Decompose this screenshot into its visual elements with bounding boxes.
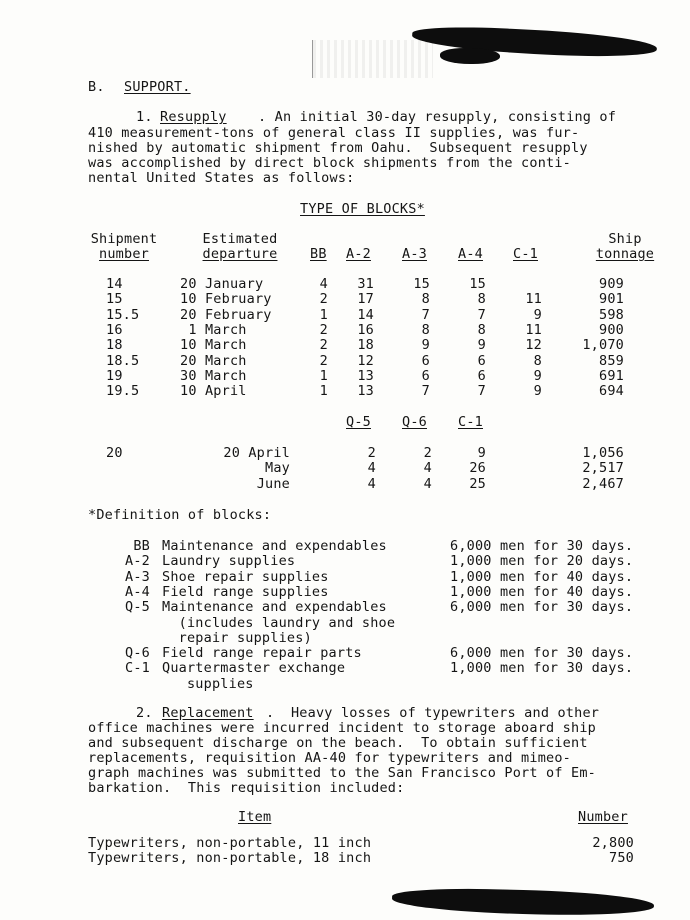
shipment-number: 19 [106,367,123,384]
departure-date: 20 February [180,306,272,323]
q5-count: 4 [367,460,376,477]
ship-tonnage: 901 [599,291,624,308]
bb-count: 2 [319,291,328,308]
bb-count: 2 [319,337,328,354]
departure-date: 10 February [180,291,272,308]
definition-code: BB [133,538,150,554]
definition-code: Q-5 [125,599,150,616]
ship-tonnage: 694 [599,383,624,400]
ship-tonnage: 1,056 [582,445,624,461]
a3-count: 6 [421,352,430,369]
header-shipment-number: number [99,246,149,262]
c1-count: 9 [533,367,542,384]
para1-title: Resupply [160,109,227,125]
definition-code: A-2 [125,553,150,570]
c1-count: 9 [477,445,486,461]
a3-count: 7 [421,383,430,400]
a2-count: 13 [357,383,374,400]
item-row-number: 2,800 [592,835,634,851]
a2-count: 18 [357,337,374,354]
header-q5: Q-5 [346,414,371,430]
header-q6: Q-6 [402,414,427,430]
ship-tonnage: 1,070 [582,337,624,354]
para1-line: was accomplished by direct block shipments from the conti- [88,155,572,171]
q5-count: 4 [367,475,376,492]
bb-count: 2 [319,321,328,338]
a4-count: 7 [477,306,486,323]
a3-count: 8 [421,291,430,308]
bb-count: 4 [319,276,328,292]
definition-description: Maintenance and expendables [162,599,387,616]
shipment-number: 15.5 [106,306,140,323]
definition-description: Shoe repair supplies [162,568,329,585]
a2-count: 13 [357,367,374,384]
header-bb: BB [310,246,327,262]
para2-line: . Heavy losses of typewriters and other [266,705,600,721]
ship-tonnage: 909 [599,276,624,292]
definition-description: (includes laundry and shoe [162,614,396,631]
classification-stamp [312,40,433,78]
ship-tonnage: 598 [599,306,624,323]
definition-description: Quartermaster exchange [162,660,346,677]
section-title: SUPPORT. [124,79,191,95]
para2-number: 2. [136,705,153,721]
item-row-number: 750 [609,850,634,866]
departure-date: May [265,460,290,477]
c1-count: 11 [525,321,542,338]
departure-date: 1 March [180,321,247,338]
shipment-number: 18.5 [106,352,140,369]
definition-description: Laundry supplies [162,553,296,570]
item-header: Item [238,809,272,825]
a3-count: 8 [421,321,430,338]
header-shipment: Shipment [90,231,158,247]
ship-tonnage: 691 [599,367,624,384]
definition-coverage: 1,000 men for 30 days. [450,660,634,677]
para2-line: graph machines was submitted to the San Francisco Port of Em- [88,765,596,781]
definition-coverage: 6,000 men for 30 days. [450,538,634,554]
c1-count: 25 [469,475,486,492]
section-letter: B. [88,79,105,95]
a4-count: 6 [477,367,486,384]
bb-count: 1 [319,383,328,400]
departure-date: 20 January [180,276,264,292]
header-a2: A-2 [346,246,371,262]
blocks-table-title: TYPE OF BLOCKS* [300,201,425,217]
departure-date: 20 March [180,352,247,369]
para1-line: 410 measurement-tons of general class II supplies, was fur- [88,125,580,141]
definition-description: Maintenance and expendables [162,538,387,554]
c1-count: 26 [469,460,486,477]
header-a3: A-3 [402,246,427,262]
q6-count: 4 [423,475,432,492]
para1-line: nished by automatic shipment from Oahu. Subsequent resupply [88,140,588,156]
definition-description: Field range supplies [162,583,329,600]
definition-code: C-1 [125,660,150,677]
header-c1: C-1 [513,246,538,262]
a3-count: 9 [421,337,430,354]
definition-description: Field range repair parts [162,645,362,662]
a2-count: 12 [357,352,374,369]
a3-count: 7 [421,306,430,323]
definition-description: repair supplies) [162,629,312,646]
c1-count: 9 [533,383,542,400]
shipment-number: 20 [106,445,123,461]
ship-tonnage: 859 [599,352,624,369]
para2-line: and subsequent discharge on the beach. To obtain sufficient [88,735,588,751]
top-redaction-smudge [440,48,500,64]
c1-count: 9 [533,306,542,323]
a2-count: 31 [357,276,374,292]
departure-date: June [256,475,290,492]
number-header: Number [578,809,628,825]
shipment-number: 19.5 [106,383,140,400]
q5-count: 2 [367,445,376,461]
header-departure: departure [202,246,278,262]
definition-coverage: 1,000 men for 40 days. [450,568,634,585]
para1-line: . An initial 30-day resupply, consisting of [258,109,617,125]
shipment-number: 16 [106,321,123,338]
definition-code: Q-6 [125,645,150,662]
a4-count: 8 [477,291,486,308]
a4-count: 15 [469,276,486,292]
c1-count: 11 [525,291,542,308]
shipment-number: 15 [106,291,123,308]
a4-count: 7 [477,383,486,400]
header-a4: A-4 [458,246,483,262]
departure-date: 10 March [180,337,247,354]
definition-coverage: 6,000 men for 30 days. [450,599,634,616]
definition-code: A-3 [125,568,150,585]
shipment-number: 18 [106,337,123,354]
definition-coverage: 6,000 men for 30 days. [450,645,634,662]
ship-tonnage: 2,517 [582,460,624,477]
a3-count: 15 [413,276,430,292]
para1-number: 1. [136,109,153,125]
para2-line: replacements, requisition AA-40 for typewriters and mimeo- [88,750,572,766]
c1-count: 8 [533,352,542,369]
a4-count: 9 [477,337,486,354]
q6-count: 2 [423,445,432,461]
departure-date: 30 March [180,367,247,384]
a4-count: 6 [477,352,486,369]
a2-count: 17 [357,291,374,308]
c1-count: 12 [525,337,542,354]
header-ship: Ship [608,231,642,247]
para1-line: nental United States as follows: [88,170,355,186]
header-q-c1: C-1 [458,414,483,430]
a2-count: 14 [357,306,374,323]
departure-date: 10 April [180,383,247,400]
bottom-redaction-bar [392,887,655,918]
definitions-heading: *Definition of blocks: [88,507,272,523]
q6-count: 4 [423,460,432,477]
para2-line: office machines were incurred incident to storage aboard ship [88,720,596,736]
ship-tonnage: 900 [599,321,624,338]
para2-line: barkation. This requisition included: [88,780,405,796]
a4-count: 8 [477,321,486,338]
bb-count: 1 [319,367,328,384]
header-estimated: Estimated [202,231,278,247]
shipment-number: 14 [106,276,123,292]
a2-count: 16 [357,321,374,338]
para2-title: Replacement [162,705,254,721]
bb-count: 1 [319,306,328,323]
bb-count: 2 [319,352,328,369]
header-tonnage: tonnage [595,246,655,262]
departure-date: 20 April [223,445,290,461]
definition-coverage: 1,000 men for 40 days. [450,583,634,600]
ship-tonnage: 2,467 [582,475,624,492]
definition-description: supplies [162,675,254,692]
a3-count: 6 [421,367,430,384]
definition-coverage: 1,000 men for 20 days. [450,553,634,570]
item-row-label: Typewriters, non-portable, 18 inch [88,850,372,866]
definition-code: A-4 [125,583,150,600]
item-row-label: Typewriters, non-portable, 11 inch [88,835,372,851]
